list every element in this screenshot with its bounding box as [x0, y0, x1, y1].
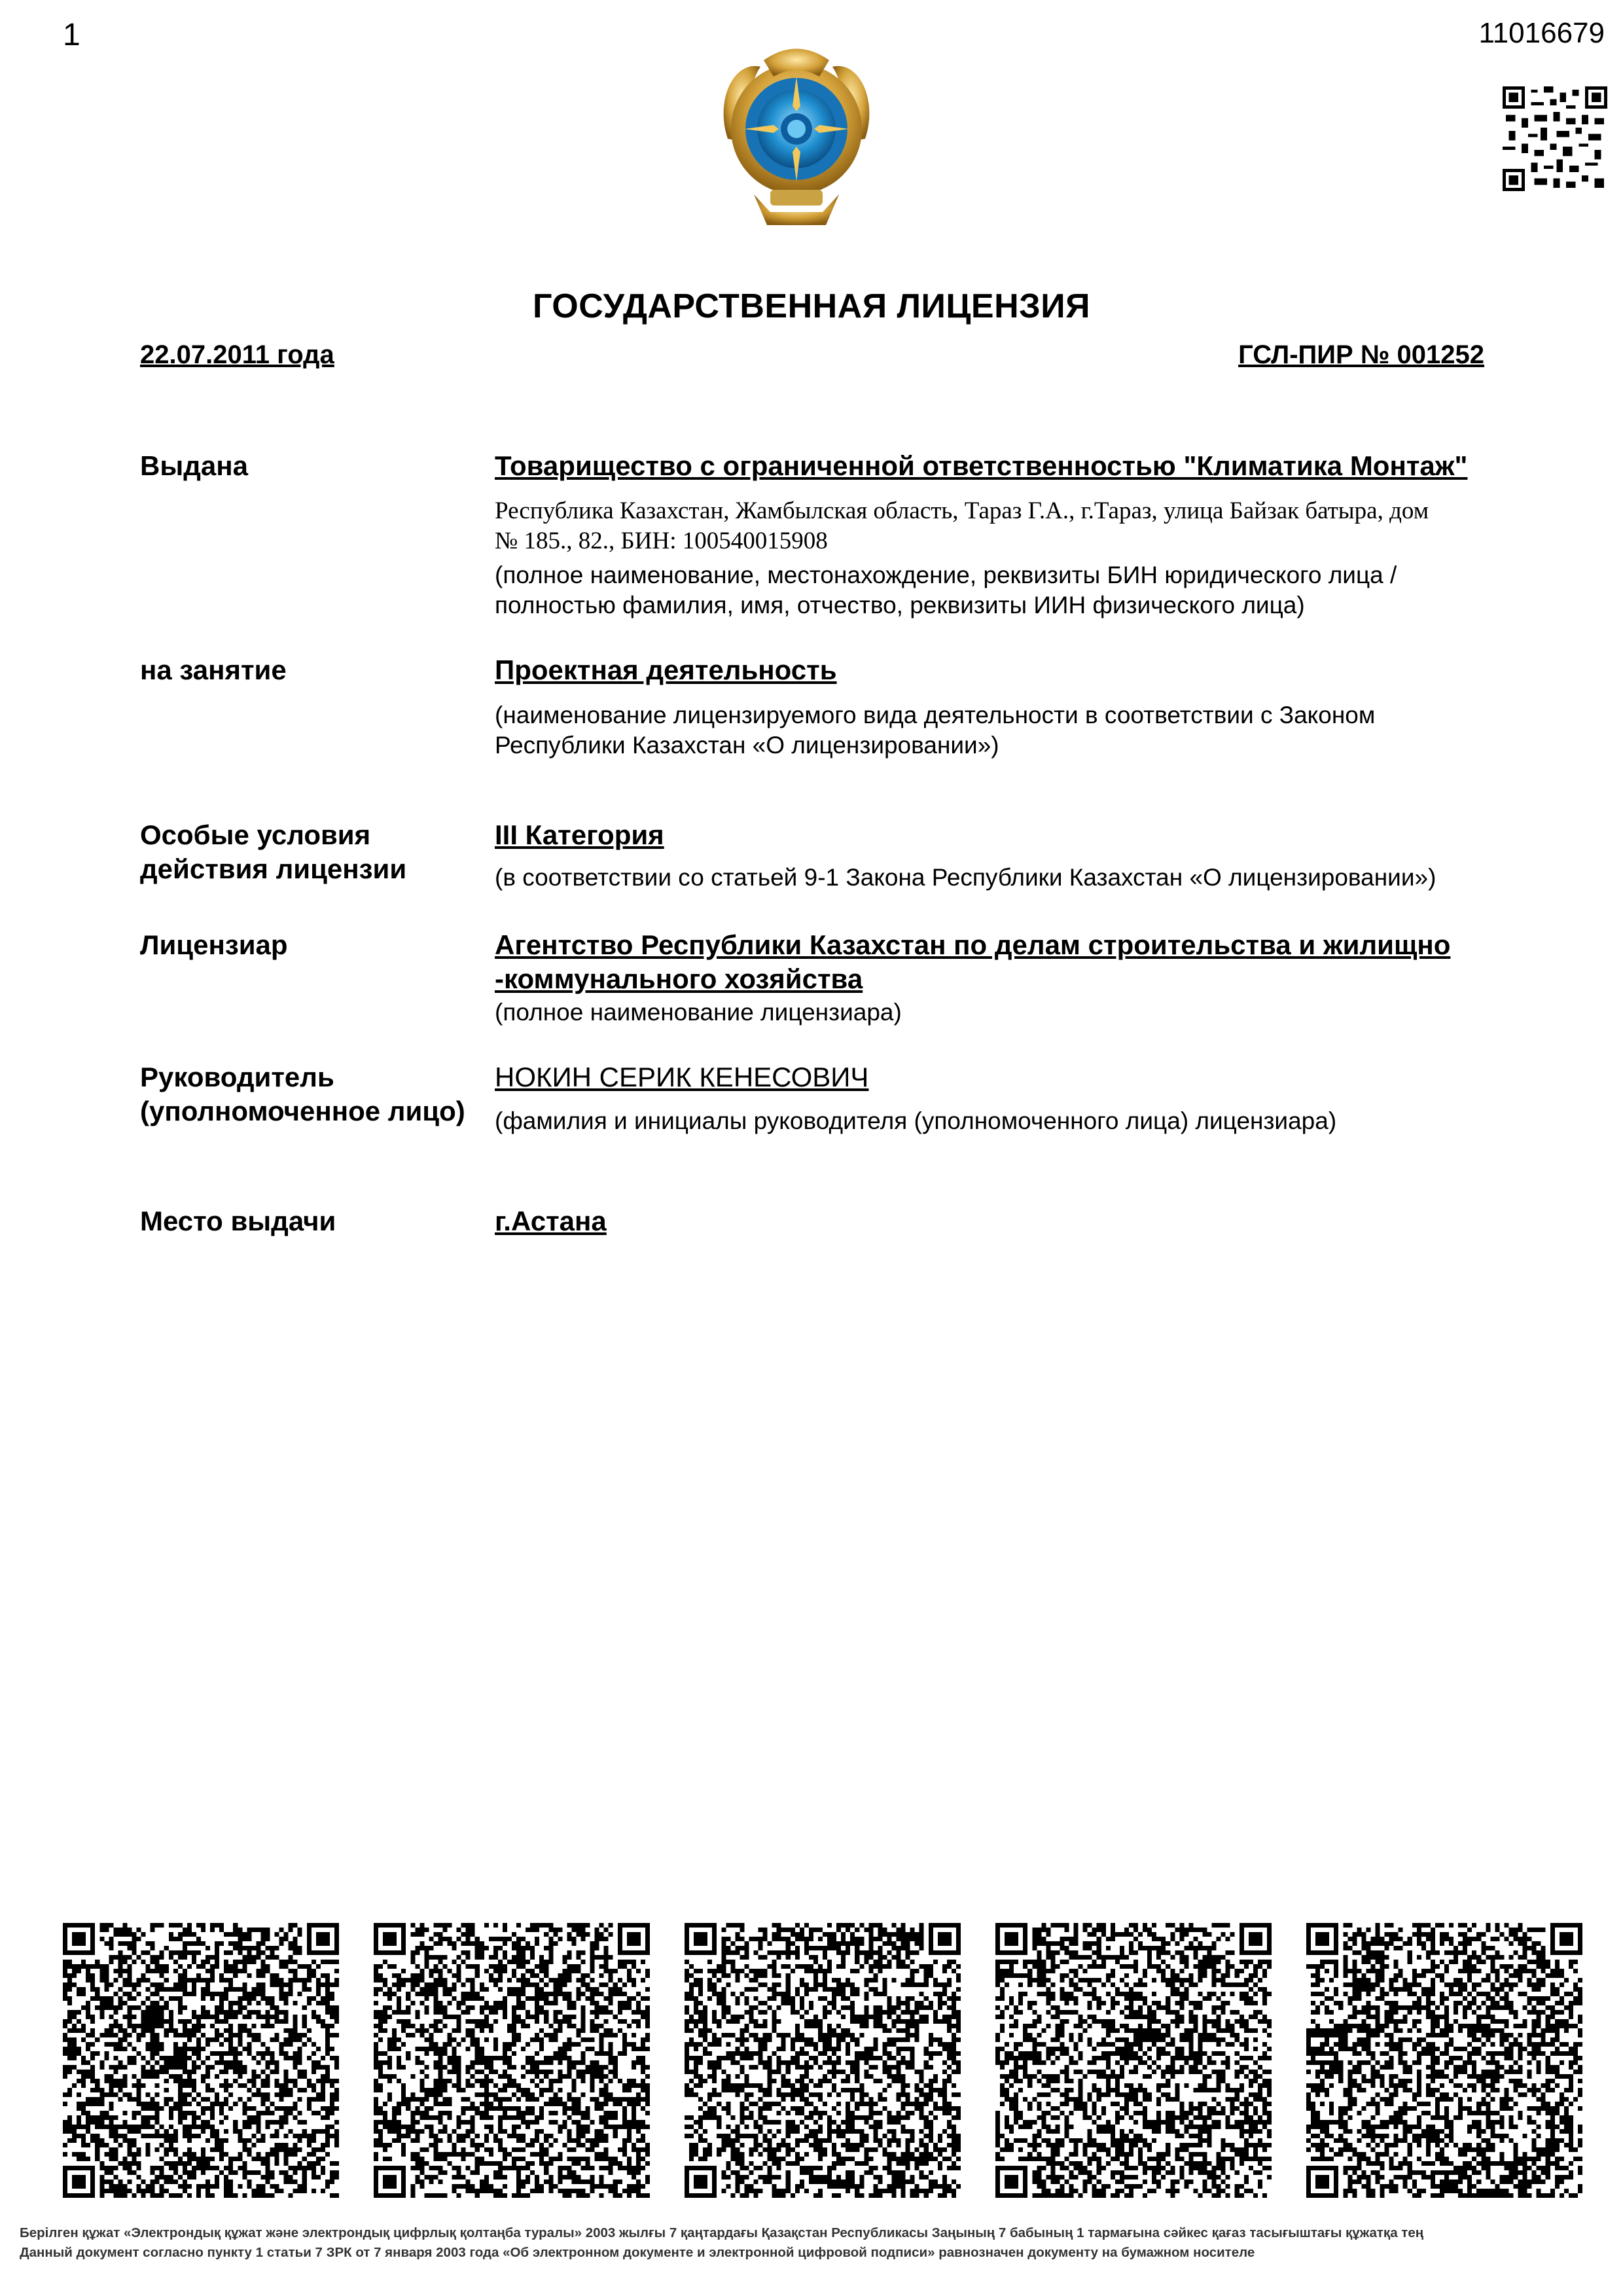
license-number: ГСЛ-ПИР № 001252 — [1238, 340, 1484, 369]
place-value: г.Астана — [495, 1206, 607, 1236]
kazakhstan-state-emblem-icon — [708, 41, 885, 230]
special-conditions-label-line2: действия лицензии — [140, 853, 407, 884]
activity-label: на занятие — [140, 655, 287, 685]
qr-code-icon — [995, 1923, 1272, 2198]
head-label-line2: (уполномоченное лицо) — [140, 1096, 465, 1126]
activity-value: Проектная деятельность — [495, 655, 837, 685]
activity-hint-line1: (наименование лицензируемого вида деятельности в соответствии с Законом — [495, 702, 1376, 728]
footer-legal-kz: Берілген құжат «Электрондық құжат және электрондық цифрлық қолтаңба туралы» 2003 жылғы 7 қаңтардағы Қазақстан Республикасы Заңының 7 бабының 1 тармағына сәйкес қағаз тасығыштағы құжатқа тең — [20, 2225, 1424, 2240]
issued-to-details-line2: № 185., 82., БИН: 100540015908 — [495, 528, 828, 554]
special-conditions-hint: (в соответствии со статьей 9-1 Закона Республики Казахстан «О лицензировании») — [495, 864, 1436, 891]
license-date: 22.07.2011 года — [140, 340, 334, 369]
issued-to-details-line1: Республика Казахстан, Жамбылская область, Тараз Г.А., г.Тараз, улица Байзак батыра, дом — [495, 497, 1429, 524]
issued-to-hint-line2: полностью фамилия, имя, отчество, реквизиты ИИН физического лица) — [495, 592, 1305, 619]
special-conditions-label-line1: Особые условия — [140, 819, 371, 850]
licensor-value-line2: -коммунального хозяйства — [495, 963, 863, 994]
place-label: Место выдачи — [140, 1206, 336, 1236]
footer-legal-ru: Данный документ согласно пункту 1 статьи 7 ЗРК от 7 января 2003 года «Об электронном документе и электронной цифровой подписи» равнозначен документу на бумажном носителе — [20, 2245, 1255, 2260]
document-title: ГОСУДАРСТВЕННАЯ ЛИЦЕНЗИЯ — [533, 287, 1090, 325]
licensor-label: Лицензиар — [140, 929, 288, 960]
qr-code-icon — [685, 1923, 961, 2198]
issued-to-label: Выдана — [140, 450, 248, 481]
licensor-value-line1: Агентство Республики Казахстан по делам строительства и жилищно — [495, 929, 1451, 960]
qr-code-icon — [374, 1923, 650, 2198]
head-value: НОКИН СЕРИК КЕНЕСОВИЧ — [495, 1062, 869, 1092]
issued-to-value: Товарищество с ограниченной ответственностью "Климатика Монтаж" — [495, 450, 1468, 481]
issued-to-hint-line1: (полное наименование, местонахождение, реквизиты БИН юридического лица / — [495, 562, 1397, 588]
head-label-line1: Руководитель — [140, 1062, 334, 1092]
qr-code-icon — [1306, 1923, 1582, 2198]
special-conditions-value: III Категория — [495, 819, 664, 850]
page-number: 1 — [63, 18, 80, 52]
head-hint: (фамилия и инициалы руководителя (уполномоченного лица) лицензиара) — [495, 1107, 1337, 1134]
qr-code-icon — [1503, 86, 1607, 191]
licensor-hint: (полное наименование лицензиара) — [495, 999, 902, 1026]
activity-hint-line2: Республики Казахстан «О лицензировании») — [495, 732, 999, 759]
document-id: 11016679 — [1478, 17, 1605, 49]
qr-code-icon — [63, 1923, 339, 2198]
signature-qr-codes — [63, 1923, 1582, 2198]
